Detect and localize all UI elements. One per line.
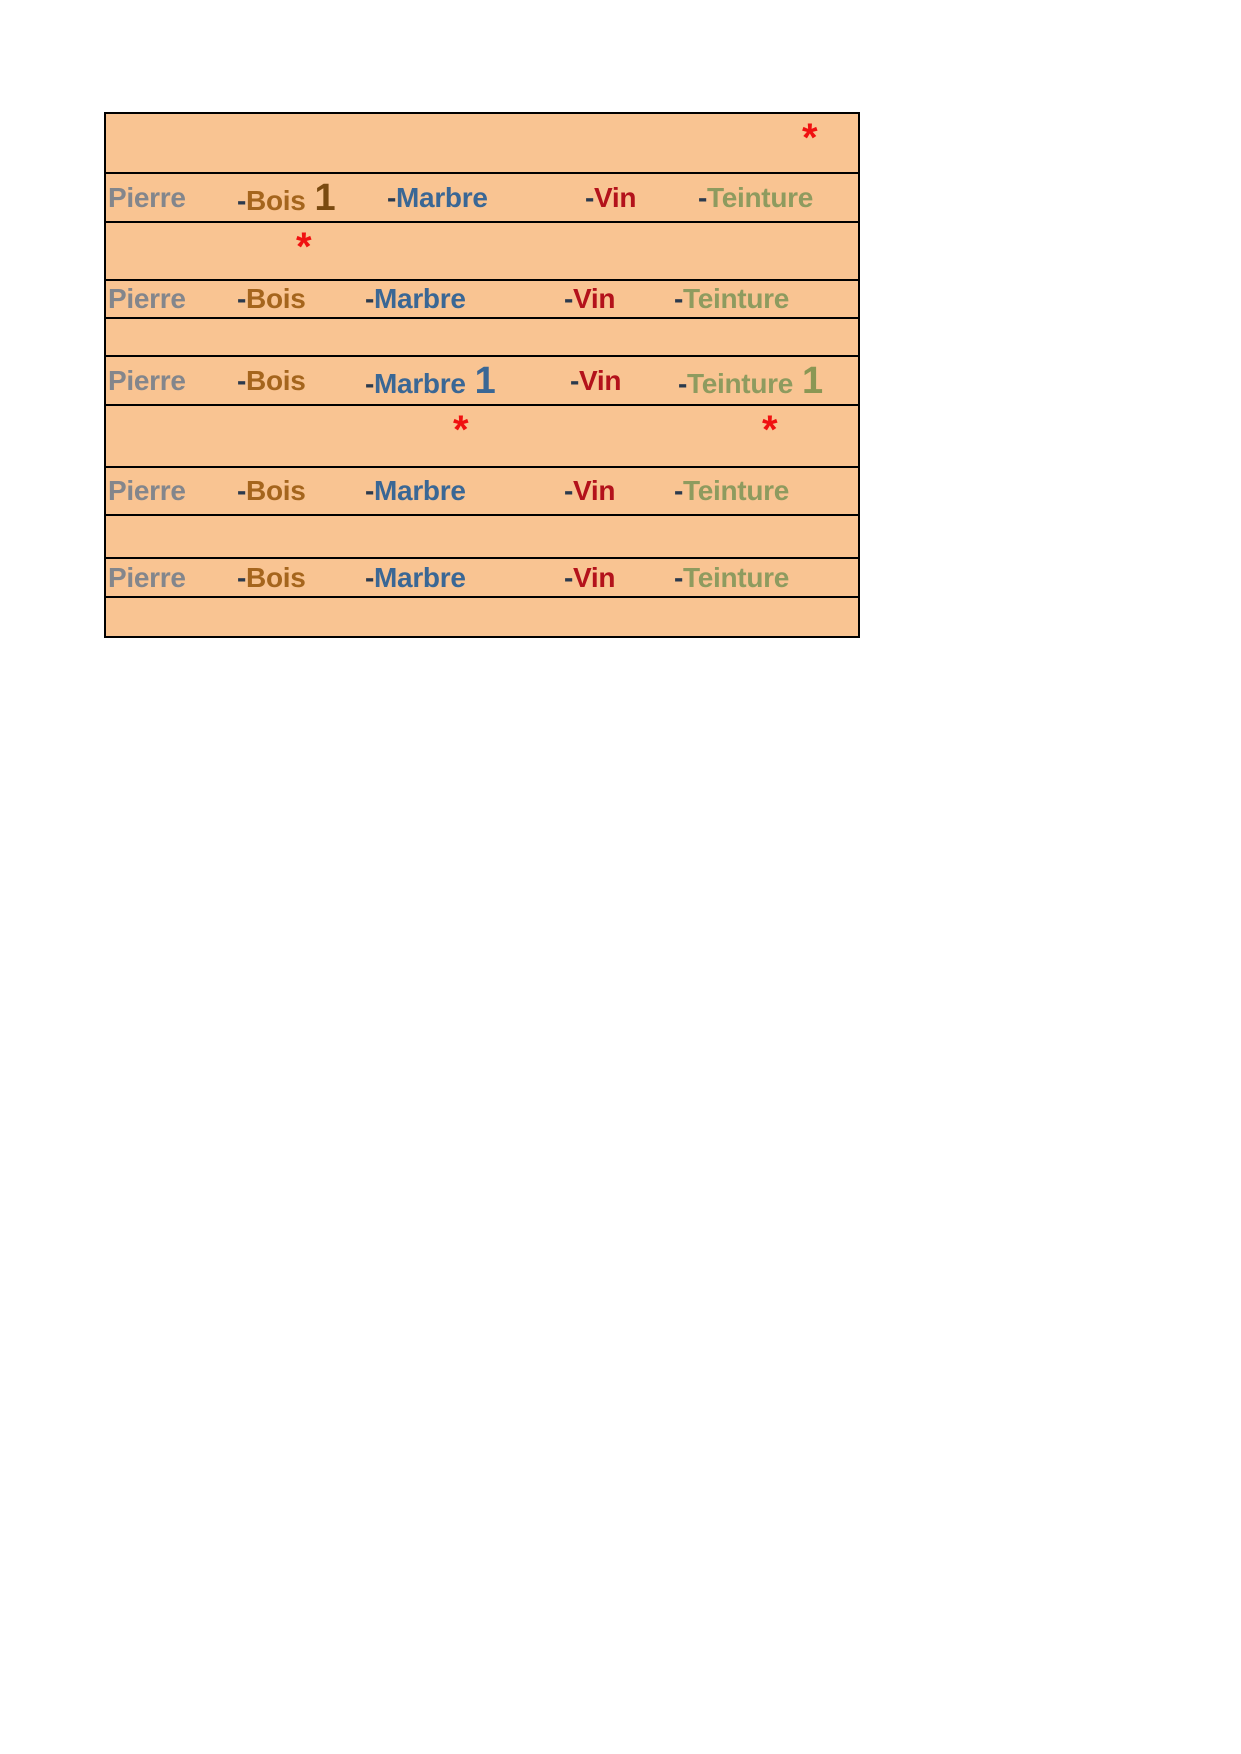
resource-teinture [674,561,790,593]
resource-label: Marbre [374,283,466,314]
resource-pierre [108,285,186,313]
table-row-marker[interactable] [106,406,858,468]
table-row-empty[interactable] [106,516,858,559]
table-row-resources[interactable] [106,281,858,319]
dash-prefix: - [674,561,684,593]
resource-label: Marbre [396,181,488,213]
resource-teinture [674,477,789,505]
resource-label: Teinture [683,283,790,314]
dash-prefix: - [678,367,688,399]
dash-prefix: - [387,181,397,213]
resource-label: Marbre [374,475,466,506]
table-row-resources[interactable] [106,174,858,223]
dash-prefix: - [564,475,574,506]
dash-prefix: - [365,561,375,593]
resource-bois [237,285,306,313]
asterisk-marker: * [762,408,778,452]
resource-vin [585,181,637,213]
table-row-resources[interactable] [106,357,858,406]
resource-marbre [365,285,466,313]
resource-label: Pierre [108,364,186,396]
resource-bois [237,477,306,505]
resource-vin [564,561,616,593]
resource-teinture [698,181,814,213]
resource-pierre [108,477,186,505]
resource-label: Marbre [374,561,466,593]
dash-prefix: - [237,283,247,314]
resource-label: Teinture [687,367,794,399]
asterisk-marker: * [296,225,312,269]
resource-vin [564,285,615,313]
resource-count: 1 [474,359,496,402]
resource-pierre [108,561,186,593]
resource-label: Bois [246,364,306,396]
dash-prefix: - [237,475,247,506]
resource-bois [237,364,306,396]
resource-label: Teinture [683,475,790,506]
resource-teinture [678,359,823,402]
resource-label: Marbre [374,367,466,399]
resource-label: Vin [594,181,637,213]
resource-label: Pierre [108,475,186,506]
asterisk-marker: * [802,116,818,160]
dash-prefix: - [564,283,574,314]
resource-label: Bois [246,475,306,506]
resource-marbre [387,181,488,213]
dash-prefix: - [365,283,375,314]
resource-vin [564,477,615,505]
table-row-marker[interactable] [106,223,858,281]
table-row-marker[interactable] [106,114,858,174]
dash-prefix: - [237,561,247,593]
dash-prefix: - [237,184,247,216]
resource-label: Vin [579,364,622,396]
dash-prefix: - [570,364,580,396]
dash-prefix: - [564,561,574,593]
resource-label: Vin [573,475,616,506]
resource-vin [570,364,622,396]
table-row-empty[interactable] [106,319,858,357]
dash-prefix: - [674,475,684,506]
dash-prefix: - [365,367,375,399]
resource-label: Pierre [108,283,186,314]
resource-bois [237,561,306,593]
resource-label: Vin [573,283,616,314]
resource-label: Bois [246,283,306,314]
resource-label: Bois [246,561,306,593]
resource-label: Pierre [108,181,186,213]
dash-prefix: - [585,181,595,213]
resource-label: Vin [573,561,616,593]
resource-marbre [365,477,466,505]
resource-bois [237,176,336,219]
dash-prefix: - [365,475,375,506]
resource-pierre [108,181,186,213]
dash-prefix: - [698,181,708,213]
resource-label: Pierre [108,561,186,593]
resource-count: 1 [314,176,336,219]
resource-label: Bois [246,184,306,216]
table-row-empty[interactable] [106,598,858,636]
dash-prefix: - [674,283,684,314]
table-row-resources[interactable] [106,559,858,598]
resource-marbre [365,359,496,402]
table-row-resources[interactable] [106,468,858,516]
resource-label: Teinture [683,561,790,593]
dash-prefix: - [237,364,247,396]
resource-count: 1 [802,359,823,402]
resource-marbre [365,561,466,593]
asterisk-marker: * [453,408,469,452]
resource-label: Teinture [707,181,814,213]
resource-pierre [108,364,186,396]
resource-teinture [674,285,789,313]
resource-table [104,112,860,638]
